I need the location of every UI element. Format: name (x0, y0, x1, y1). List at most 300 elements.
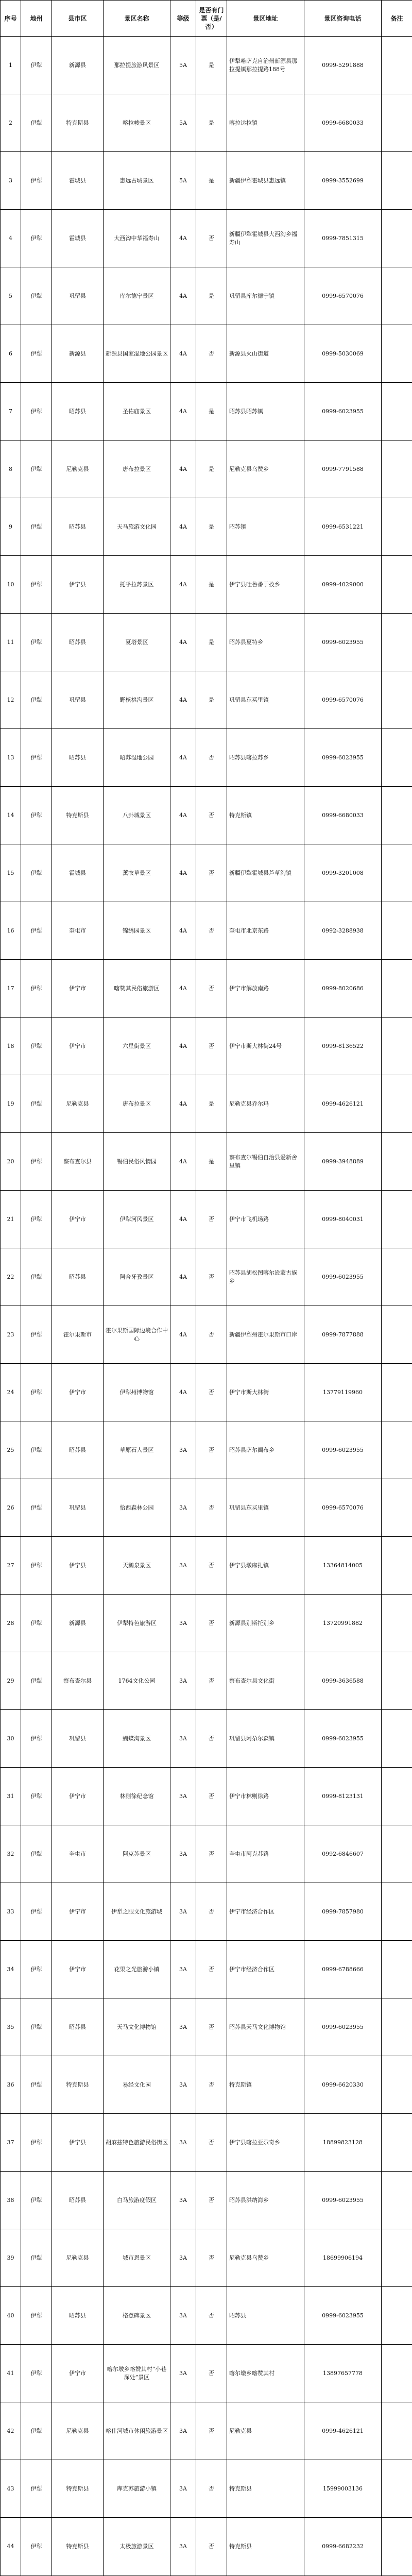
prefecture-cell: 伊犁 (21, 1652, 52, 1710)
ticket-cell: 否 (196, 2056, 227, 2114)
index-cell: 32 (1, 1825, 21, 1883)
level-cell: 5A (170, 152, 196, 210)
prefecture-cell: 伊犁 (21, 1421, 52, 1479)
remark-cell (382, 1941, 412, 1998)
ticket-cell: 否 (196, 325, 227, 383)
table-row (1, 1710, 412, 1768)
scenic-name-cell: 锦绣园景区 (104, 902, 170, 960)
remark-cell (382, 1883, 412, 1941)
level-cell: 3A (170, 1998, 196, 2056)
address-cell: 伊宁市斯大林街24号 (227, 1018, 304, 1075)
table-row (1, 614, 412, 671)
level-cell: 3A (170, 2345, 196, 2402)
remark-cell (382, 1595, 412, 1652)
phone-cell: 0999-3552699 (304, 152, 382, 210)
ticket-cell: 否 (196, 2460, 227, 2518)
phone-cell: 15999003136 (304, 2460, 382, 2518)
county-cell: 昭苏县 (52, 1998, 104, 2056)
prefecture-cell: 伊犁 (21, 94, 52, 152)
prefecture-cell: 伊犁 (21, 2229, 52, 2287)
remark-cell (382, 787, 412, 844)
remark-cell (382, 37, 412, 94)
index-cell: 23 (1, 1306, 21, 1364)
level-cell: 4A (170, 440, 196, 498)
remark-cell (382, 2402, 412, 2460)
level-cell: 4A (170, 1364, 196, 1421)
table-row (1, 1768, 412, 1825)
remark-cell (382, 152, 412, 210)
remark-cell (382, 498, 412, 556)
level-cell: 4A (170, 210, 196, 267)
remark-cell (382, 325, 412, 383)
county-cell: 伊宁市 (52, 1018, 104, 1075)
level-cell: 4A (170, 1075, 196, 1133)
county-cell: 奎屯市 (52, 902, 104, 960)
phone-cell: 0999-4029000 (304, 556, 382, 614)
prefecture-cell: 伊犁 (21, 2114, 52, 2172)
county-cell: 伊宁县 (52, 2114, 104, 2172)
ticket-cell: 否 (196, 2345, 227, 2402)
index-cell: 8 (1, 440, 21, 498)
county-cell: 霍城县 (52, 210, 104, 267)
header-index: 序号 (1, 1, 21, 37)
index-cell: 30 (1, 1710, 21, 1768)
phone-cell: 0992-3288938 (304, 902, 382, 960)
table-row (1, 2056, 412, 2114)
county-cell: 特克斯县 (52, 94, 104, 152)
index-cell: 39 (1, 2229, 21, 2287)
scenic-name-cell: 恰西森林公园 (104, 1479, 170, 1537)
phone-cell: 0999-5030069 (304, 325, 382, 383)
county-cell: 巩留县 (52, 671, 104, 729)
address-cell: 尼勒克县 (227, 2402, 304, 2460)
scenic-name-cell: 昭苏湿地公园 (104, 729, 170, 787)
ticket-cell: 是 (196, 440, 227, 498)
scenic-name-cell: 霍尔果斯国际边境合作中心 (104, 1306, 170, 1364)
county-cell: 尼勒克县 (52, 2402, 104, 2460)
county-cell: 新源县 (52, 325, 104, 383)
index-cell: 37 (1, 2114, 21, 2172)
ticket-cell: 否 (196, 1768, 227, 1825)
address-cell: 昭苏县 (227, 2287, 304, 2345)
scenic-name-cell: 太极旅游景区 (104, 2518, 170, 2575)
ticket-cell: 是 (196, 152, 227, 210)
table-row (1, 2518, 412, 2575)
ticket-cell: 是 (196, 1133, 227, 1191)
table-row (1, 267, 412, 325)
scenic-name-cell: 伊犁州博物馆 (104, 1364, 170, 1421)
prefecture-cell: 伊犁 (21, 671, 52, 729)
table-row (1, 2460, 412, 2518)
level-cell: 4A (170, 1306, 196, 1364)
address-cell: 伊宁县吐鲁番于孜乡 (227, 556, 304, 614)
level-cell: 3A (170, 1479, 196, 1537)
ticket-cell: 否 (196, 1883, 227, 1941)
phone-cell: 0999-6620330 (304, 2056, 382, 2114)
level-cell: 4A (170, 1248, 196, 1306)
address-cell: 奎屯市北京东路 (227, 902, 304, 960)
phone-cell: 0999-6680033 (304, 787, 382, 844)
scenic-name-cell: 伊犁之眼文化旅游城 (104, 1883, 170, 1941)
county-cell: 昭苏县 (52, 2172, 104, 2229)
remark-cell (382, 844, 412, 902)
index-cell: 34 (1, 1941, 21, 1998)
table-row (1, 1421, 412, 1479)
remark-cell (382, 2345, 412, 2402)
remark-cell (382, 1075, 412, 1133)
level-cell: 3A (170, 2229, 196, 2287)
phone-cell: 13897657778 (304, 2345, 382, 2402)
scenic-name-cell: 天鹅泉景区 (104, 1537, 170, 1595)
phone-cell: 0999-4626121 (304, 1075, 382, 1133)
county-cell: 昭苏县 (52, 498, 104, 556)
remark-cell (382, 2229, 412, 2287)
scenic-name-cell: 那拉提旅游风景区 (104, 37, 170, 94)
address-cell: 昭苏县天马文化博物馆 (227, 1998, 304, 2056)
prefecture-cell: 伊犁 (21, 902, 52, 960)
phone-cell: 0999-8040031 (304, 1191, 382, 1248)
address-cell: 昭苏县胡松图喀尔逊蒙古族乡 (227, 1248, 304, 1306)
ticket-cell: 是 (196, 37, 227, 94)
scenic-name-cell: 库克苏旅游小镇 (104, 2460, 170, 2518)
table-row (1, 2345, 412, 2402)
prefecture-cell: 伊犁 (21, 1133, 52, 1191)
address-cell: 昭苏县昭苏镇 (227, 383, 304, 440)
phone-cell: 0999-6570076 (304, 671, 382, 729)
index-cell: 4 (1, 210, 21, 267)
remark-cell (382, 2172, 412, 2229)
scenic-name-cell: 六星街景区 (104, 1018, 170, 1075)
level-cell: 5A (170, 94, 196, 152)
table-row (1, 960, 412, 1018)
table-row (1, 325, 412, 383)
scenic-name-cell: 格登碑景区 (104, 2287, 170, 2345)
address-cell: 喀尔墩乡喀赞其村 (227, 2345, 304, 2402)
county-cell: 尼勒克县 (52, 1075, 104, 1133)
scenic-name-cell: 新源县国家湿地公园景区 (104, 325, 170, 383)
remark-cell (382, 1768, 412, 1825)
prefecture-cell: 伊犁 (21, 787, 52, 844)
phone-cell: 0999-6570076 (304, 1479, 382, 1537)
scenic-name-cell: 库尔德宁景区 (104, 267, 170, 325)
ticket-cell: 否 (196, 1825, 227, 1883)
address-cell: 特克斯镇 (227, 2056, 304, 2114)
index-cell: 44 (1, 2518, 21, 2575)
header-scenic-name: 景区名称 (104, 1, 170, 37)
table-row (1, 2287, 412, 2345)
remark-cell (382, 671, 412, 729)
prefecture-cell: 伊犁 (21, 2172, 52, 2229)
address-cell: 昭苏县喀拉苏乡 (227, 729, 304, 787)
table-row (1, 1248, 412, 1306)
address-cell: 昭苏县洪纳海乡 (227, 2172, 304, 2229)
prefecture-cell: 伊犁 (21, 210, 52, 267)
phone-cell: 0999-6023955 (304, 729, 382, 787)
prefecture-cell: 伊犁 (21, 37, 52, 94)
ticket-cell: 否 (196, 1941, 227, 1998)
phone-cell: 0992-6846607 (304, 1825, 382, 1883)
phone-cell: 0999-3636588 (304, 1652, 382, 1710)
phone-cell: 0999-3201008 (304, 844, 382, 902)
table-row (1, 1018, 412, 1075)
level-cell: 3A (170, 1941, 196, 1998)
scenic-name-cell: 伊犁河风景区 (104, 1191, 170, 1248)
county-cell: 昭苏县 (52, 1248, 104, 1306)
table-row (1, 383, 412, 440)
header-prefecture: 地州 (21, 1, 52, 37)
level-cell: 4A (170, 267, 196, 325)
ticket-cell: 否 (196, 787, 227, 844)
remark-cell (382, 1825, 412, 1883)
phone-cell: 0999-6023955 (304, 614, 382, 671)
ticket-cell: 否 (196, 960, 227, 1018)
table-row (1, 1479, 412, 1537)
address-cell: 特克斯镇 (227, 787, 304, 844)
table-row (1, 210, 412, 267)
remark-cell (382, 1710, 412, 1768)
prefecture-cell: 伊犁 (21, 440, 52, 498)
address-cell: 伊宁市林则徐路 (227, 1768, 304, 1825)
ticket-cell: 否 (196, 1537, 227, 1595)
table-row (1, 1883, 412, 1941)
prefecture-cell: 伊犁 (21, 1825, 52, 1883)
county-cell: 霍城县 (52, 152, 104, 210)
level-cell: 3A (170, 2056, 196, 2114)
level-cell: 4A (170, 498, 196, 556)
ticket-cell: 否 (196, 1248, 227, 1306)
phone-cell: 0999-6682232 (304, 2518, 382, 2575)
level-cell: 4A (170, 383, 196, 440)
scenic-name-cell: 阿克苏景区 (104, 1825, 170, 1883)
index-cell: 6 (1, 325, 21, 383)
table-body (1, 37, 412, 2576)
county-cell: 特克斯县 (52, 787, 104, 844)
prefecture-cell: 伊犁 (21, 1018, 52, 1075)
prefecture-cell: 伊犁 (21, 2056, 52, 2114)
level-cell: 4A (170, 556, 196, 614)
county-cell: 伊宁市 (52, 960, 104, 1018)
scenic-name-cell: 天马文化博物馆 (104, 1998, 170, 2056)
index-cell: 2 (1, 94, 21, 152)
header-ticket: 是否有门票（是/否） (196, 1, 227, 37)
table-row (1, 1306, 412, 1364)
scenic-name-cell: 天马旅游文化园 (104, 498, 170, 556)
ticket-cell: 是 (196, 614, 227, 671)
scenic-name-cell: 惠远古城景区 (104, 152, 170, 210)
level-cell: 3A (170, 1421, 196, 1479)
table-row (1, 1133, 412, 1191)
ticket-cell: 是 (196, 556, 227, 614)
table-row (1, 1595, 412, 1652)
level-cell: 3A (170, 1537, 196, 1595)
address-cell: 新源县别斯托别乡 (227, 1595, 304, 1652)
table-row (1, 787, 412, 844)
scenic-name-cell: 草原石人景区 (104, 1421, 170, 1479)
level-cell: 3A (170, 1768, 196, 1825)
remark-cell (382, 1479, 412, 1537)
level-cell: 4A (170, 1018, 196, 1075)
phone-cell: 0999-6570076 (304, 267, 382, 325)
table-row (1, 2229, 412, 2287)
scenic-name-cell: 夏塔景区 (104, 614, 170, 671)
county-cell: 巩留县 (52, 1710, 104, 1768)
address-cell: 新疆伊犁霍城县大西沟乡福寿山 (227, 210, 304, 267)
index-cell: 9 (1, 498, 21, 556)
phone-cell: 0999-6023955 (304, 2287, 382, 2345)
county-cell: 伊宁市 (52, 1364, 104, 1421)
header-county: 县市区 (52, 1, 104, 37)
table-row (1, 1364, 412, 1421)
county-cell: 昭苏县 (52, 1421, 104, 1479)
phone-cell: 0999-4626121 (304, 2402, 382, 2460)
level-cell: 4A (170, 960, 196, 1018)
scenic-name-cell: 八卦城景区 (104, 787, 170, 844)
address-cell: 巩留县东买里镇 (227, 671, 304, 729)
remark-cell (382, 960, 412, 1018)
index-cell: 15 (1, 844, 21, 902)
prefecture-cell: 伊犁 (21, 1075, 52, 1133)
county-cell: 昭苏县 (52, 2287, 104, 2345)
header-address: 景区地址 (227, 1, 304, 37)
index-cell: 35 (1, 1998, 21, 2056)
level-cell: 3A (170, 2114, 196, 2172)
table-row (1, 1537, 412, 1595)
table-row (1, 671, 412, 729)
ticket-cell: 是 (196, 671, 227, 729)
ticket-cell: 否 (196, 1479, 227, 1537)
prefecture-cell: 伊犁 (21, 729, 52, 787)
table-row (1, 1941, 412, 1998)
remark-cell (382, 267, 412, 325)
address-cell: 特克斯县 (227, 2518, 304, 2575)
scenic-name-cell: 大西沟中华福寿山 (104, 210, 170, 267)
table-row (1, 844, 412, 902)
header-level: 等级 (170, 1, 196, 37)
level-cell: 4A (170, 729, 196, 787)
index-cell: 26 (1, 1479, 21, 1537)
header-phone: 景区咨询电话 (304, 1, 382, 37)
ticket-cell: 是 (196, 498, 227, 556)
index-cell: 3 (1, 152, 21, 210)
ticket-cell: 是 (196, 94, 227, 152)
phone-cell: 13720991882 (304, 1595, 382, 1652)
county-cell: 伊宁市 (52, 1191, 104, 1248)
prefecture-cell: 伊犁 (21, 1191, 52, 1248)
remark-cell (382, 2287, 412, 2345)
prefecture-cell: 伊犁 (21, 844, 52, 902)
index-cell: 38 (1, 2172, 21, 2229)
table-row (1, 1191, 412, 1248)
table-row (1, 1075, 412, 1133)
phone-cell: 0999-6788666 (304, 1941, 382, 1998)
table-row (1, 1652, 412, 1710)
ticket-cell: 否 (196, 1710, 227, 1768)
ticket-cell: 否 (196, 2229, 227, 2287)
index-cell: 19 (1, 1075, 21, 1133)
header-remark: 备注 (382, 1, 412, 37)
prefecture-cell: 伊犁 (21, 1768, 52, 1825)
level-cell: 3A (170, 1883, 196, 1941)
table-row (1, 1998, 412, 2056)
remark-cell (382, 2056, 412, 2114)
level-cell: 3A (170, 2518, 196, 2575)
phone-cell: 13779119960 (304, 1364, 382, 1421)
phone-cell: 0999-6023955 (304, 383, 382, 440)
ticket-cell: 否 (196, 1018, 227, 1075)
ticket-cell: 否 (196, 210, 227, 267)
index-cell: 40 (1, 2287, 21, 2345)
prefecture-cell: 伊犁 (21, 1364, 52, 1421)
index-cell: 20 (1, 1133, 21, 1191)
scenic-name-cell: 阿合牙孜景区 (104, 1248, 170, 1306)
phone-cell: 0999-6023955 (304, 1998, 382, 2056)
level-cell: 3A (170, 2172, 196, 2229)
county-cell: 察布查尔县 (52, 1133, 104, 1191)
phone-cell: 0999-6023955 (304, 1248, 382, 1306)
level-cell: 4A (170, 325, 196, 383)
ticket-cell: 否 (196, 2172, 227, 2229)
prefecture-cell: 伊犁 (21, 383, 52, 440)
level-cell: 3A (170, 2287, 196, 2345)
prefecture-cell: 伊犁 (21, 1941, 52, 1998)
prefecture-cell: 伊犁 (21, 1479, 52, 1537)
county-cell: 霍城县 (52, 844, 104, 902)
ticket-cell: 否 (196, 2114, 227, 2172)
county-cell: 特克斯县 (52, 2056, 104, 2114)
ticket-cell: 否 (196, 844, 227, 902)
phone-cell: 0999-6023955 (304, 1421, 382, 1479)
index-cell: 16 (1, 902, 21, 960)
county-cell: 新源县 (52, 1595, 104, 1652)
ticket-cell: 是 (196, 383, 227, 440)
scenic-name-cell: 唐布拉景区 (104, 1075, 170, 1133)
remark-cell (382, 94, 412, 152)
scenic-name-cell: 胡麻兹特色旅游民俗街区 (104, 2114, 170, 2172)
ticket-cell: 否 (196, 902, 227, 960)
phone-cell: 0999-8136522 (304, 1018, 382, 1075)
phone-cell: 0999-7877888 (304, 1306, 382, 1364)
prefecture-cell: 伊犁 (21, 1248, 52, 1306)
scenic-name-cell: 1764文化公园 (104, 1652, 170, 1710)
address-cell: 巩留县东买里镇 (227, 1479, 304, 1537)
table-row (1, 37, 412, 94)
index-cell: 1 (1, 37, 21, 94)
county-cell: 尼勒克县 (52, 440, 104, 498)
scenic-name-cell: 唐布拉景区 (104, 440, 170, 498)
remark-cell (382, 556, 412, 614)
table-row (1, 152, 412, 210)
county-cell: 尼勒克县 (52, 2229, 104, 2287)
scenic-name-cell: 野核桃沟景区 (104, 671, 170, 729)
prefecture-cell: 伊犁 (21, 267, 52, 325)
ticket-cell: 否 (196, 1998, 227, 2056)
index-cell: 21 (1, 1191, 21, 1248)
level-cell: 4A (170, 614, 196, 671)
scenic-name-cell: 伊犁特色旅游区 (104, 1595, 170, 1652)
prefecture-cell: 伊犁 (21, 1998, 52, 2056)
ticket-cell: 否 (196, 1191, 227, 1248)
ticket-cell: 否 (196, 1595, 227, 1652)
prefecture-cell: 伊犁 (21, 2287, 52, 2345)
remark-cell (382, 2518, 412, 2575)
index-cell: 22 (1, 1248, 21, 1306)
ticket-cell: 否 (196, 2287, 227, 2345)
county-cell: 伊宁市 (52, 1883, 104, 1941)
remark-cell (382, 210, 412, 267)
address-cell: 巩留县阿尕尔森镇 (227, 1710, 304, 1768)
scenic-name-cell: 托乎拉苏景区 (104, 556, 170, 614)
scenic-name-cell: 喀赞其民俗旅游区 (104, 960, 170, 1018)
